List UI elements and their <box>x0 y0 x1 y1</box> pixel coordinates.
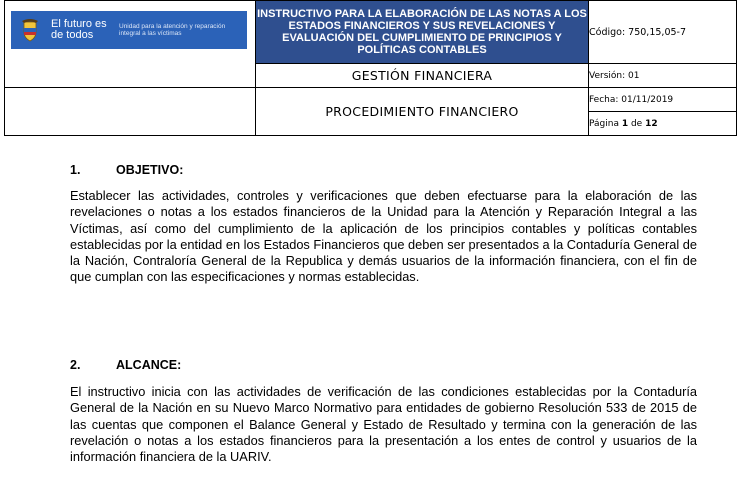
institution-logo-band <box>11 11 247 49</box>
document-code: Código: 750,15,05-7 <box>589 1 737 64</box>
document-date: Fecha: 01/11/2019 <box>589 88 737 112</box>
document-version: Versión: 01 <box>589 64 737 88</box>
document-header <box>4 0 737 135</box>
section-number: 1. <box>70 163 81 177</box>
document-title: INSTRUCTIVO PARA LA ELABORACIÓN DE LAS NOTAS A LOS ESTADOS FINANCIEROS Y SUS REVELACIONES Y EVALUACIÓN DEL CUMPLIMIENTO DE PRINCIPIOS Y POLÍTICAS CONTABLES <box>256 1 589 64</box>
blank-cell <box>5 88 256 136</box>
coat-of-arms-icon <box>21 18 39 42</box>
section-heading-alcance <box>70 358 181 372</box>
section-number: 2. <box>70 358 81 372</box>
logo-slogan: El futuro es de todos <box>51 18 107 41</box>
logo-mission: Unidad para la atención y reparación integral a las víctimas <box>119 23 226 37</box>
section-title: OBJETIVO: <box>116 163 184 177</box>
procedure-name: PROCEDIMIENTO FINANCIERO <box>256 88 589 136</box>
page-number: Página 1 de 12 <box>589 112 737 136</box>
section-heading-objetivo <box>70 163 183 177</box>
section-title: ALCANCE: <box>116 358 182 372</box>
section-body-alcance: El instructivo inicia con las actividades de verificación de las condiciones establecidas por la Contaduría General de la Nación en su Nuevo Marco Normativo para entidades de gobierno Resolución 533 de 2015 de las cuentas que componen el Balance General y Estado de Resultado y termina con la generación de las revelación o notas a los estados financieros para la presentación a los entes de control y usuarios de la información financiera de la UARIV. <box>70 384 697 465</box>
section-body-objetivo: Establecer las actividades, controles y verificaciones que deben efectuarse para la elaboración de las revelaciones o notas a los estados financieros de la Unidad para la Atención y Reparación Integral a las Víctimas, así como del cumplimiento de la aplicación de los principios contables y políticas contables establecidas por la entidad en los Estados Financieros que deben ser presentados a la Contaduría General de la Nación, Contraloría General de la Republica y demás usuarios de la información financiera, con el fin de que cumplan con las especificaciones y normas establecidas. <box>70 188 697 285</box>
logo-cell <box>5 1 256 88</box>
process-name: GESTIÓN FINANCIERA <box>256 64 589 88</box>
